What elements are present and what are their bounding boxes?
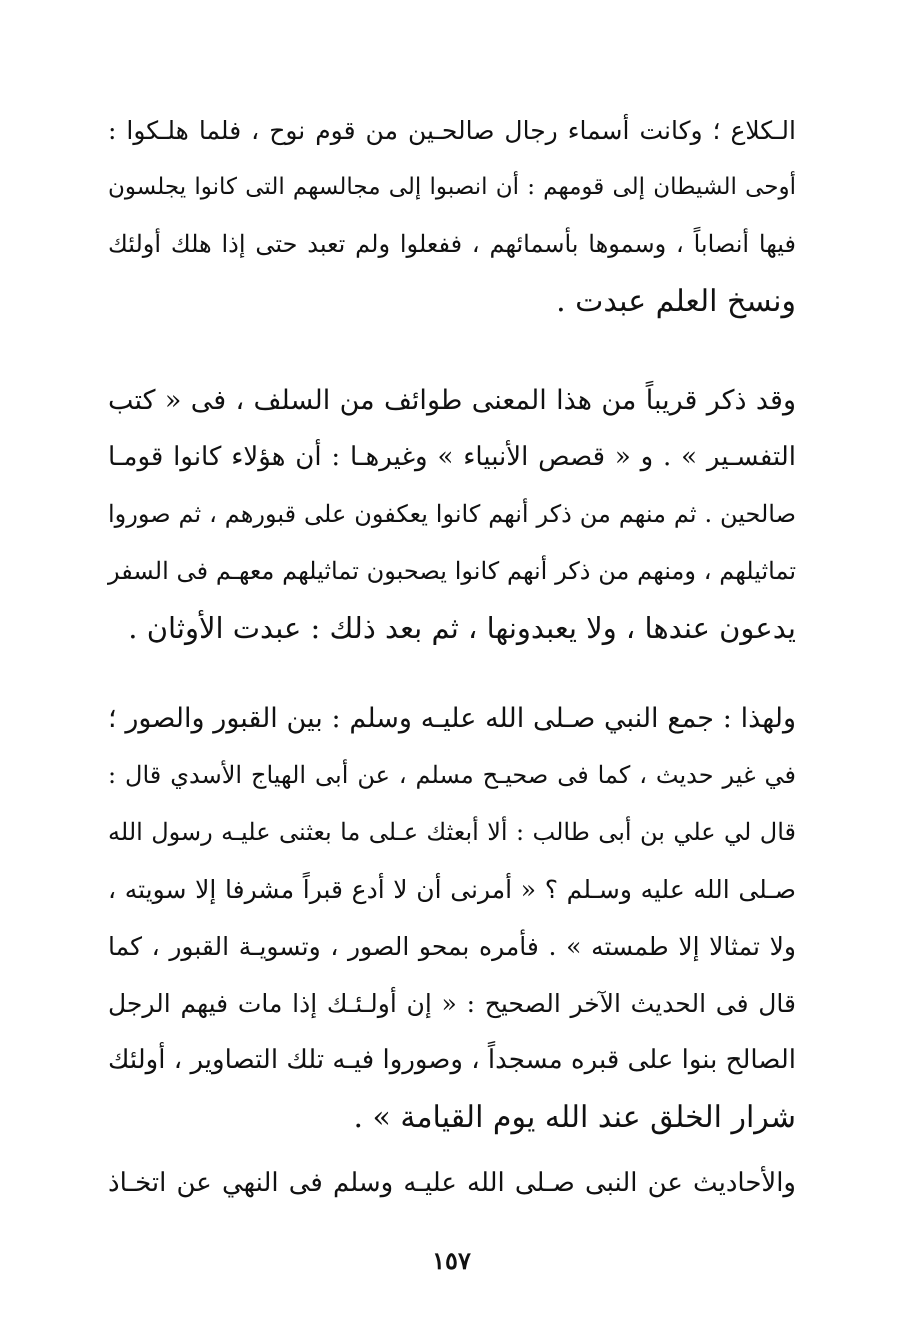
paragraph-4 <box>108 1155 796 1212</box>
text-line: الصالح بنوا على قبره مسجداً ، وصوروا فيـه تلك التصاوير ، أولئك <box>108 1045 796 1075</box>
paragraph-3 <box>108 690 796 1146</box>
text-line: ولهذا : جمع النبي صـلى الله عليـه وسلم : بين القبور والصور ؛ <box>108 703 796 734</box>
text-line: الـكلاع ؛ وكانت أسماء رجال صالحـين من قوم نوح ، فلما هلـكوا : <box>108 116 796 145</box>
paragraph-2 <box>108 372 796 657</box>
text-line: ونسخ العلم عبدت . <box>556 284 796 319</box>
text-line: فيها أنصاباً ، وسموها بأسمائهم ، ففعلوا ولم تعبد حتى إذا هلك أولئك <box>108 230 796 258</box>
text-line: أوحى الشيطان إلى قومهم : أن انصبوا إلى مجالسهم التى كانوا يجلسون <box>108 174 796 200</box>
text-line: صـلى الله عليه وسـلم ؟ « أمرنى أن لا أدع قبراً مشرفا إلا سويته ، <box>108 875 796 904</box>
page-number: ١٥٧ <box>432 1246 471 1275</box>
text-line: في غير حديث ، كما فى صحيـح مسلم ، عن أبى الهياج الأسدي قال : <box>108 761 796 789</box>
text-line: قال فى الحديث الآخر الصحيح : « إن أولـئـك إذا مات فيهم الرجل <box>108 989 796 1018</box>
text-line: التفسـير » . و « قصص الأنبياء » وغيرهـا : أن هؤلاء كانوا قومـا <box>108 442 796 472</box>
text-line: قال لي علي بن أبى طالب : ألا أبعثك عـلى ما بعثنى عليـه رسول الله <box>108 818 796 846</box>
text-line: وقد ذكر قريباً من هذا المعنى طوائف من السلف ، فى « كتب <box>108 385 796 416</box>
text-line: تماثيلهم ، ومنهم من ذكر أنهم كانوا يصحبون تماثيلهم معهـم فى السفر <box>108 557 796 585</box>
paragraph-1 <box>108 102 796 330</box>
text-line: والأحاديث عن النبى صـلى الله عليـه وسلم فى النهي عن اتخـاذ <box>108 1168 796 1198</box>
text-line: يدعون عندها ، ولا يعبدونها ، ثم بعد ذلك : عبدت الأوثان . <box>128 611 796 645</box>
text-line: شرار الخلق عند الله يوم القيامة » . <box>353 1100 796 1135</box>
text-line: ولا تمثالا إلا طمسته » . فأمره بمحو الصور ، وتسويـة القبور ، كما <box>108 932 796 961</box>
text-line: صالحين . ثم منهم من ذكر أنهم كانوا يعكفون على قبورهم ، ثم صوروا <box>108 500 796 528</box>
